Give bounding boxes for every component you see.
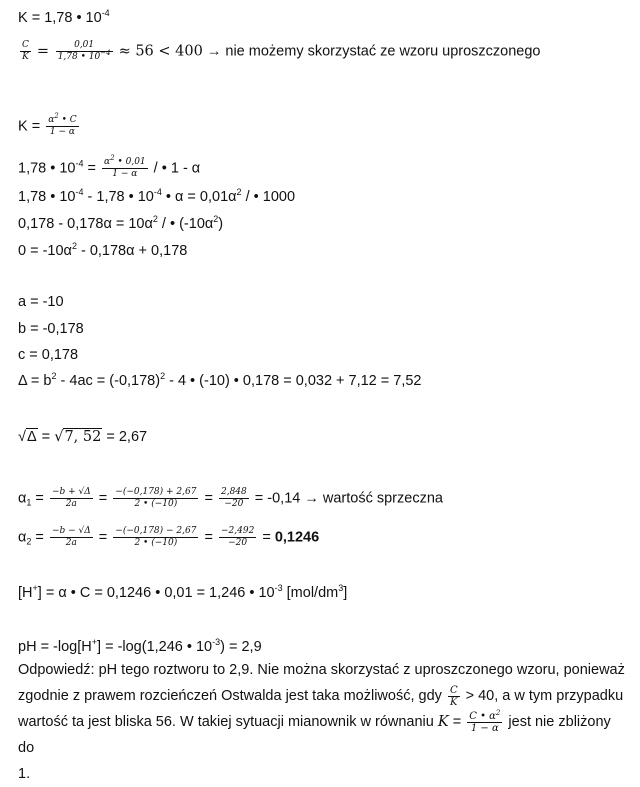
k-formula-line: K = $\frac{\alpha^2 • C}{1 - \alpha}$: [18, 112, 77, 137]
alpha1-fraction-general: $\frac{-b + √\Delta}{2a}$: [51, 487, 91, 509]
alpha2-fraction-subst: $\frac{-(-0,178) - 2,67}{2 • (-10)}$: [115, 526, 197, 548]
alpha2-fraction-calc: $\frac{-2,492}{-20}$: [220, 526, 255, 548]
alpha2-line: $\alpha_2$ = $\frac{-b - √\Delta}{2a}$ = $\frac{-(-0,178) - 2,67}{2 • (-10)}$ = $\frac{-2,492}{-20}$ = 0,1246: [18, 526, 320, 548]
ratio-result: ≈ 56 < 400: [118, 43, 203, 60]
given-k-line: [18, 9, 110, 27]
answer-c-over-k: $\frac{C}{K}$: [449, 684, 458, 708]
sqrt-delta-line: √Δ = √7, 52 = 2,67: [18, 429, 148, 445]
ratio-conclusion: → nie możemy skorzystać ze wzoru uproszczonego: [202, 43, 541, 60]
ratio-line: $\frac{C}{K}$ = $\frac{0,01}{1,78 • 10^{-4}}$ ≈ 56 < 400 → nie możemy skorzystać ze wzoru uproszczonego: [22, 40, 541, 62]
answer-k-formula: $\frac{C • \alpha^2}{1 - \alpha}$: [469, 708, 501, 734]
answer-paragraph: Odpowiedź: pH tego roztworu to 2,9. Nie można skorzystać z uproszczonego wzoru, ponieważ zgodnie z prawem rozcieńczeń Ostwalda jest taka możliwość, gdy $\frac{C}{K}$ > 40, a w tym przypadku wartość ta jest bliska 56. W takiej sytuacji mianownik w równaniu K = $\frac{C • \alpha^2}{1 - \alpha}$ jest nie zbliżony do 1.: [18, 662, 625, 782]
k-value: K = 1,78 • 10: [18, 10, 102, 26]
ratio-fraction: $\frac{0,01}{1,78 • 10^{-4}}$: [57, 40, 111, 62]
scaled-line: $0,178 - 0,178\alpha = 10\alpha^2$ / • $(-10\alpha^2)$: [18, 214, 224, 232]
substitution-line: 1,78 • $10^{-4}$ = $\frac{\alpha^2 • 0,01}{1 - \alpha}$ / • 1 - α: [18, 154, 201, 179]
h-concentration-line: [H+] = α • C = 0,1246 • 0,01 = 1,246 • $10^{-3}$ $[mol/dm^3]$: [18, 583, 348, 601]
alpha1-line: $\alpha_1$ = $\frac{-b + √\Delta}{2a}$ = $\frac{-(-0,178) + 2,67}{2 • (-10)}$ = $\frac{2,848}{-20}$ = -0,14 → wartość sprzeczna: [18, 487, 443, 509]
alpha1-fraction-calc: $\frac{2,848}{-20}$: [220, 487, 247, 509]
substitution-fraction: $\frac{\alpha^2 • 0,01}{1 - \alpha}$: [104, 154, 146, 179]
c-over-k-fraction: $\frac{C}{K}$: [22, 40, 29, 62]
k-exponent: -4: [101, 8, 110, 18]
alpha1-fraction-subst: $\frac{-(-0,178) + 2,67}{2 • (-10)}$: [115, 487, 197, 509]
sqrt-value: √7, 52: [54, 429, 102, 445]
coef-c: c = 0,178: [18, 347, 79, 363]
delta-line: $\Delta = b^2 - 4ac = (-0,178)^2 - 4$ • (-10) • 0,178 = 0,032 + 7,12 = 7,52: [18, 371, 422, 389]
coef-b: b = -0,178: [18, 321, 84, 337]
expand-line: 1,78 • $10^{-4} - 1,78$ • $10^{-4}$ • $\alpha = 0,01\alpha^2$ / • 1000: [18, 187, 296, 205]
coef-a: a = -10: [18, 294, 64, 310]
ph-line: pH = -log[H+] = -log(1,246 • $10^{-3}) = 2,9$: [18, 637, 262, 655]
alpha2-fraction-general: $\frac{-b - √\Delta}{2a}$: [51, 526, 91, 548]
alpha2-result: 0,1246: [274, 529, 320, 546]
k-formula-fraction: $\frac{\alpha^2 • C}{1 - \alpha}$: [48, 112, 77, 137]
sqrt-delta: √Δ: [18, 429, 37, 445]
quadratic-line: $0 = -10\alpha^2 - 0,178\alpha + 0,178$: [18, 241, 188, 259]
